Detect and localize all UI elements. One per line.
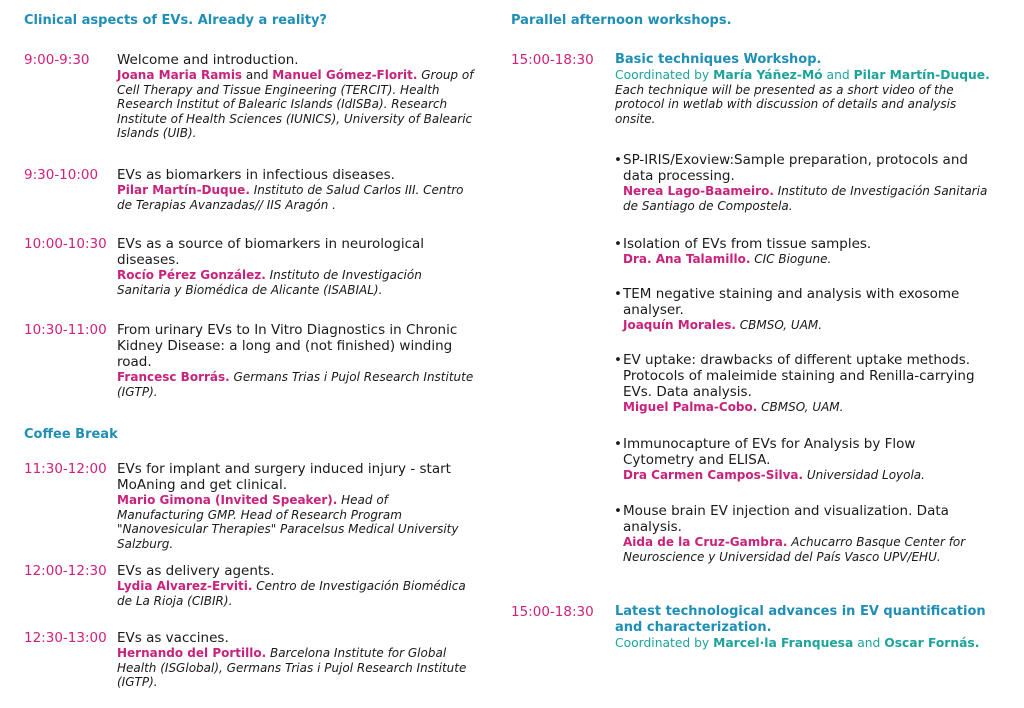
technique-info [614,535,989,564]
coordinator-name: Oscar Fornás. [884,636,980,650]
speaker-name: Dra. Ana Talamillo. [623,252,751,266]
section-title-coffee: Coffee Break [24,427,118,442]
talk-info [117,493,477,551]
affiliation: CBMSO, UAM. [735,318,823,332]
affiliation: CBMSO, UAM. [757,400,844,414]
time-slot: 10:00-10:30 [24,236,107,252]
speaker-name: Joana Maria Ramis [117,68,243,82]
speaker-name: Dra Carmen Campos-Silva. [623,468,804,482]
talk-info: Joana Maria Ramis and Manuel Gómez-Florit. Group of Cell Therapy and Tissue Engineering (TERCIT). Health Research Institut of Balearic Islands (IdISBa). Research Institute of Health Sciences (IUNICS), University of Balearic Islands (UIB). [117,68,474,140]
affiliation: Head of Manufacturing GMP. Head of Research Program "Nanovesicular Therapies" Paracelsus Medical University Salzburg. [117,493,459,551]
affiliation: Universidad Loyola. [803,468,925,482]
talk-title: EVs as biomarkers in infectious diseases. [117,167,395,183]
section-title-workshops: Parallel afternoon workshops. [511,13,732,28]
technique-item [614,236,989,267]
technique-info [614,252,989,267]
technique-title: • EV uptake: drawbacks of different uptake methods. Protocols of maleimide staining and Renilla-carrying EVs. Data analysis. [614,352,989,400]
section-title-clinical: Clinical aspects of EVs. Already a reality? [24,13,327,28]
technique-info [614,468,989,483]
technique-title: • Isolation of EVs from tissue samples. [614,236,989,252]
affiliation: Achucarro Basque Center for Neuroscience y Universidad del País Vasco UPV/EHU. [623,535,966,564]
speaker-name: Mario Gimona (Invited Speaker). [117,493,338,507]
talk-title: EVs as a source of biomarkers in neurological diseases. [117,236,425,268]
affiliation: Instituto de Salud Carlos III. Centro de Terapias Avanzadas// IIS Aragón . [117,183,464,212]
affiliation: Group of Cell Therapy and Tissue Engineering (TERCIT). Health Research Institut of Balearic Islands (IdISBa). Research Institute of Health Sciences (IUNICS), University of Balearic Islands (UIB). [117,68,474,140]
talk-title: EVs as vaccines. [117,630,229,646]
talk-info [117,183,482,212]
technique-item [614,352,989,415]
technique-item [614,503,989,564]
technique-info [614,318,989,333]
coordinator-name: María Yáñez-Mó [713,68,823,82]
speaker-name: Lydia Alvarez-Erviti. [117,579,253,593]
time-slot: 12:00-12:30 [24,563,107,579]
affiliation: Centro de Investigación Biomédica de La Rioja (CIBIR). [117,579,466,608]
talk-title: From urinary EVs to In Vitro Diagnostics in Chronic Kidney Disease: a long and (not finished) winding road. [117,322,458,370]
affiliation: Germans Trias i Pujol Research Institute (IGTP). [117,370,474,399]
technique-item [614,286,989,333]
speaker-name: Nerea Lago-Baameiro. [623,184,774,198]
affiliation: Barcelona Institute for Global Health (ISGlobal), Germans Trias i Pujol Research Institute (IGTP). [117,646,467,689]
time-slot: 12:30-13:00 [24,630,107,646]
technique-title: • TEM negative staining and analysis with exosome analyser. [614,286,989,318]
speaker-name: Miguel Palma-Cobo. [623,400,758,414]
speaker-name: Hernando del Portillo. [117,646,267,660]
time-slot: 11:30-12:00 [24,461,107,477]
time-slot: 15:00-18:30 [511,52,594,68]
time-slot: 15:00-18:30 [511,604,594,620]
workshop-coordinators: Coordinated by Marcel·la Franquesa and Oscar Fornás. [615,636,980,650]
speaker-name: Francesc Borrás. [117,370,230,384]
speaker-name: Joaquín Morales. [623,318,736,332]
technique-title: • Immunocapture of EVs for Analysis by Flow Cytometry and ELISA. [614,436,989,468]
technique-item [614,152,989,213]
affiliation: Instituto de Investigación Sanitaria y Biomédica de Alicante (ISABIAL). [117,268,422,297]
talk-title: EVs as delivery agents. [117,563,275,579]
technique-info [614,184,989,213]
speaker-name: Aida de la Cruz-Gambra. [623,535,788,549]
coordinator-name: Pilar Martín-Duque. [853,68,990,82]
talk-info [117,579,477,608]
time-slot: 9:30-10:00 [24,167,99,183]
affiliation: CIC Biogune. [750,252,832,266]
time-slot: 9:00-9:30 [24,52,90,68]
talk-title: EVs for implant and surgery induced injury - start MoAning and get clinical. [117,461,451,493]
technique-item [614,436,989,483]
speaker-name: Rocío Pérez González. [117,268,266,282]
speaker-name: Manuel Gómez-Florit. [272,68,418,82]
technique-info [614,400,989,415]
coordinator-name: Marcel·la Franquesa [713,636,854,650]
workshop-coordinators: Coordinated by María Yáñez-Mó and Pilar Martín-Duque. [615,68,990,82]
talk-info [117,268,477,297]
workshop-description: Each technique will be presented as a short video of the protocol in wetlab with discussion of details and analysis onsite. [615,82,957,126]
talk-info [117,646,477,690]
technique-title: • Mouse brain EV injection and visualization. Data analysis. [614,503,989,535]
workshop-title: Latest technological advances in EV quantification and characterization. [615,604,986,635]
affiliation: Instituto de Investigación Sanitaria de Santiago de Compostela. [623,184,988,213]
technique-title: • SP-IRIS/Exoview:Sample preparation, protocols and data processing. [614,152,989,184]
talk-info [117,370,487,399]
talk-title: Welcome and introduction. [117,52,299,68]
time-slot: 10:30-11:00 [24,322,107,338]
speaker-name: Pilar Martín-Duque. [117,183,250,197]
workshop-title: Basic techniques Workshop. [615,52,822,67]
